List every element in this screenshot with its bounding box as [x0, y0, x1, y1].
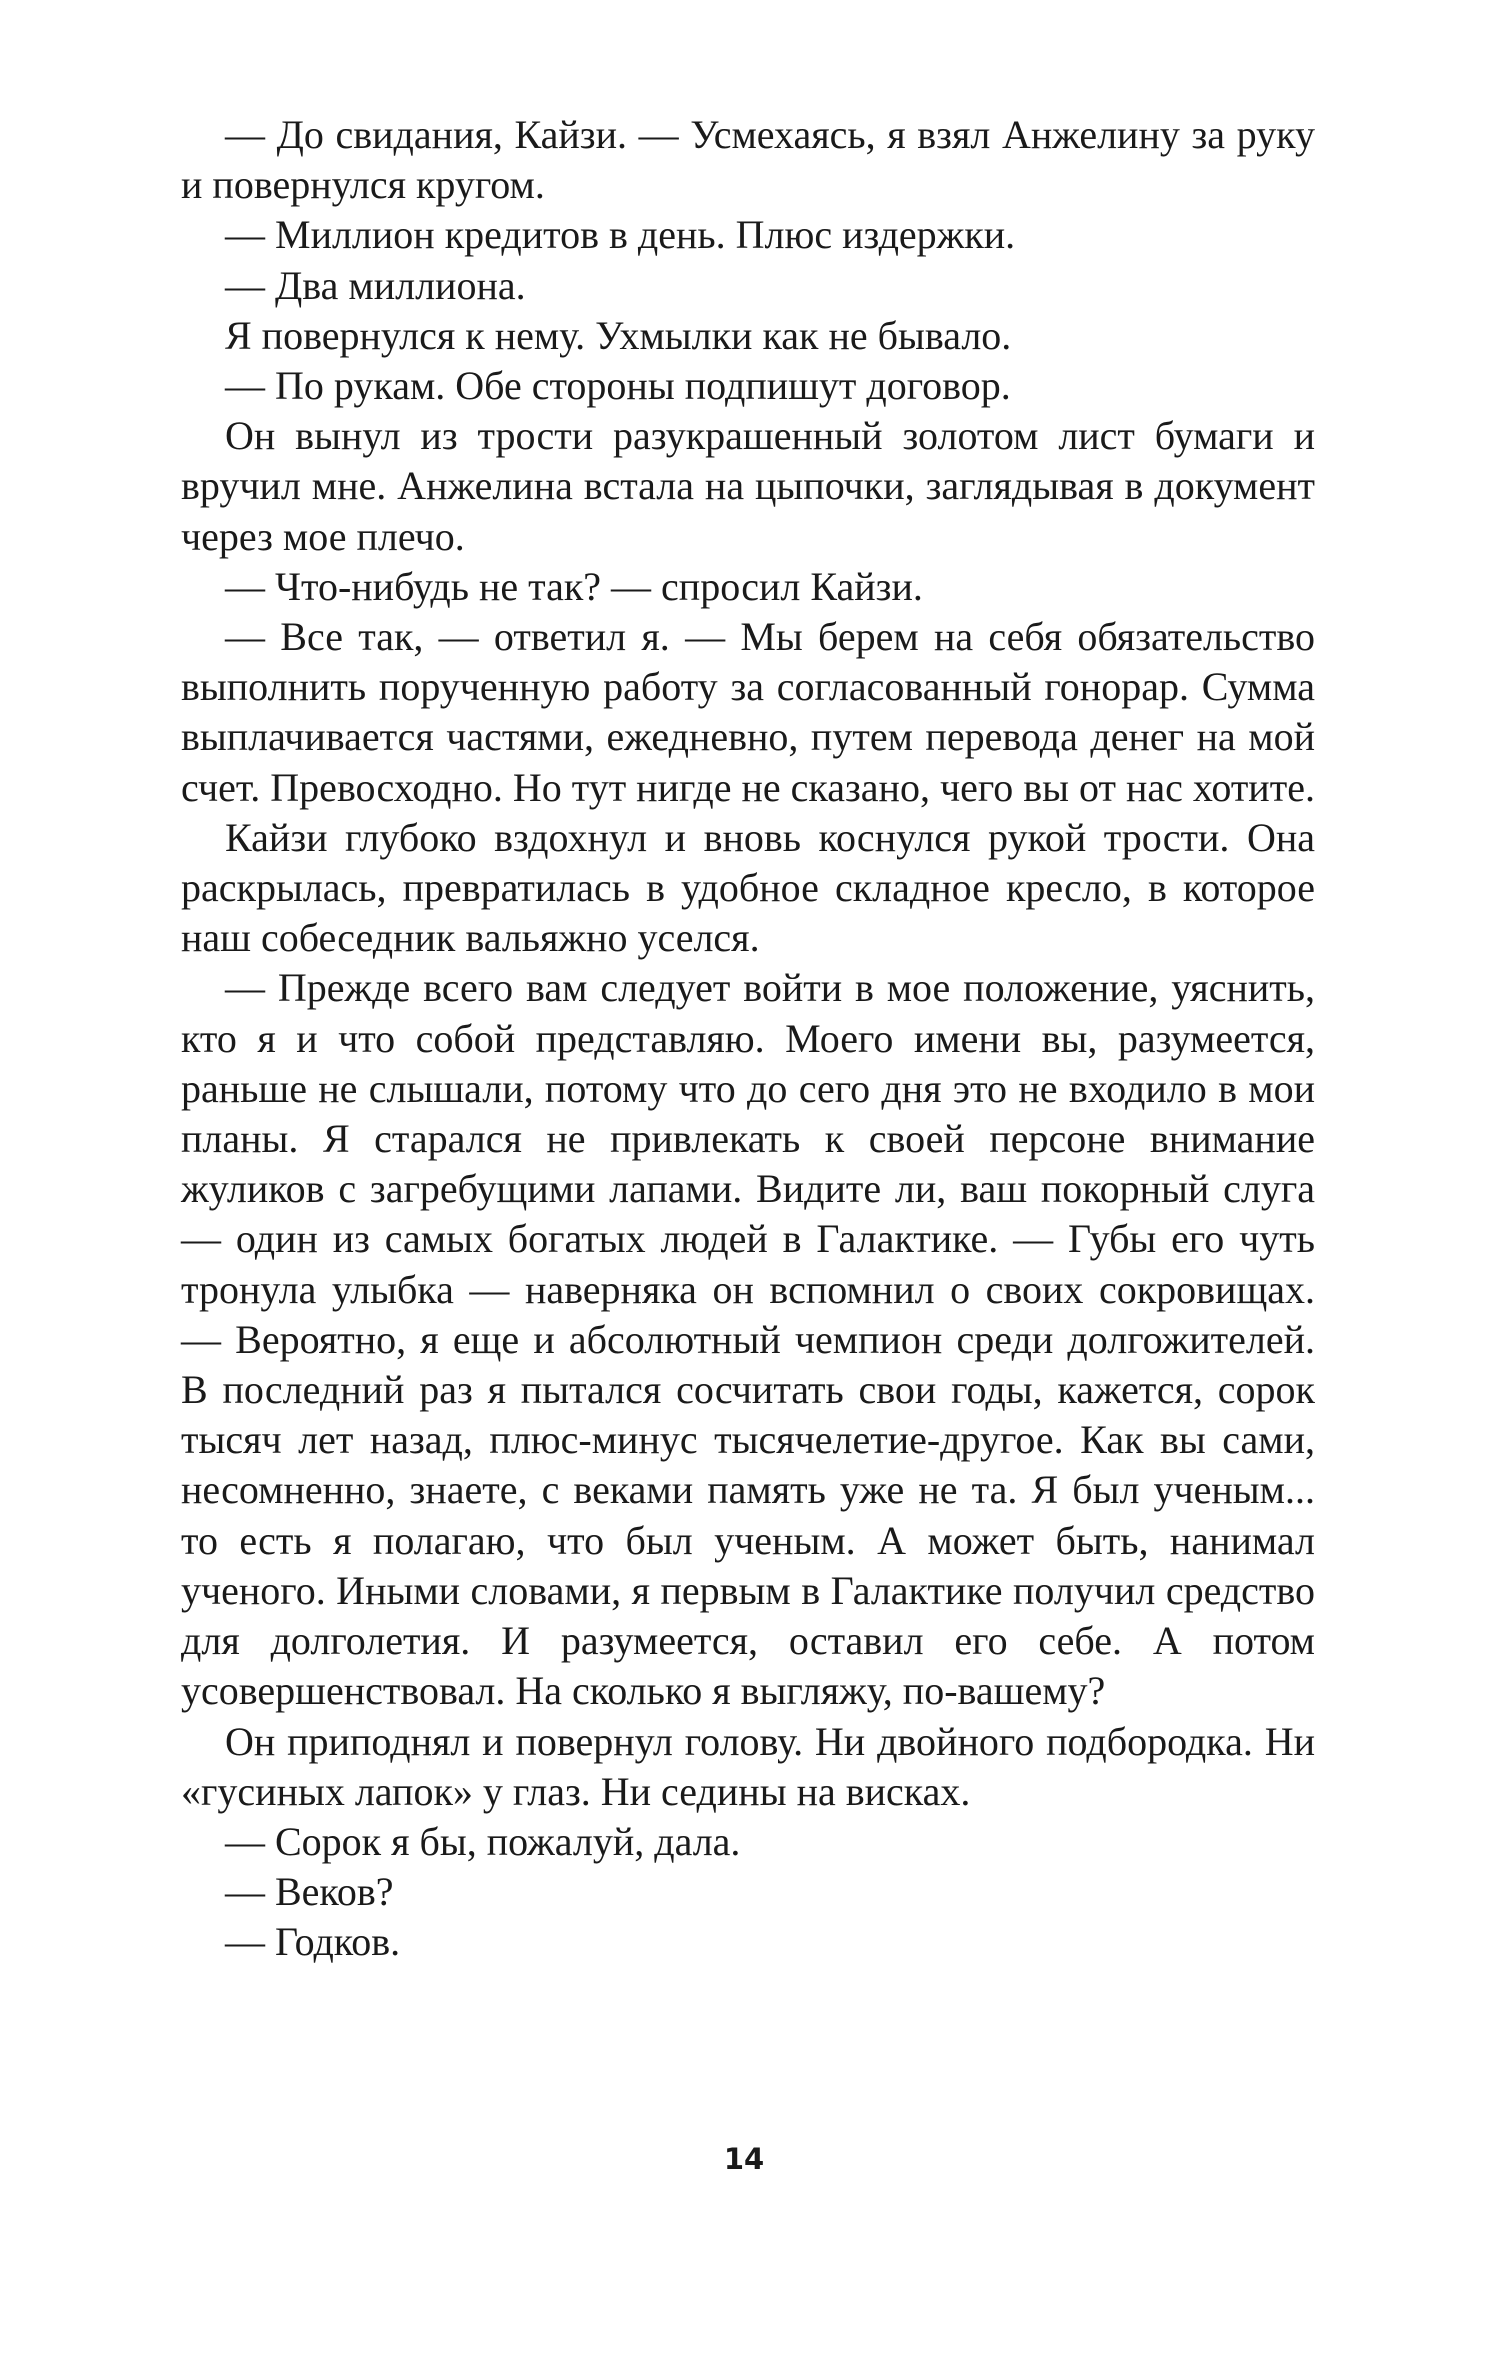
paragraph: — Сорок я бы, пожалуй, дала. [225, 1818, 741, 1864]
paragraph: — До свидания, Кайзи. — Усмехаясь, я взял Анжелину за руку и повернулся кругом. [181, 112, 1315, 208]
paragraph: Он приподнял и повернул голову. Ни двойного подбородка. Ни «гусиных лапок» у глаз. Ни седины на висках. [181, 1718, 1315, 1814]
body-text [181, 110, 1315, 1968]
paragraph: Он вынул из трости разукрашенный золотом лист бумаги и вручил мне. Анжелина встала на цыпочки, заглядывая в документ через мое плечо. [181, 413, 1315, 559]
paragraph: — Годков. [225, 1919, 401, 1965]
paragraph: — Миллион кредитов в день. Плюс издержки. [225, 212, 1016, 258]
paragraph: — Все так, — ответил я. — Мы берем на себя обязательство выполнить порученную работу за согласованный гонорар. Сумма выплачивается частями, ежедневно, путем перевода денег на мой счет. Превосходно. Но тут нигде не сказано, чего вы от нас хотите. [181, 614, 1315, 810]
paragraph: Кайзи глубоко вздохнул и вновь коснулся рукой трости. Она раскрылась, превратилась в удобное складное кресло, в которое наш собеседник вальяжно уселся. [181, 814, 1315, 961]
paragraph: — По рукам. Обе стороны подпишут договор. [225, 363, 1011, 409]
page-number: 14 [723, 2142, 765, 2176]
paragraph: Я повернулся к нему. Ухмылки как не бывало. [225, 312, 1012, 358]
paragraph: — Прежде всего вам следует войти в мое положение, уяснить, кто я и что собой представляю. Моего имени вы, разумеется, раньше не слышали, потому что до сего дня это не входило в мои планы. Я старался не привлекать к своей персоне внимание жуликов с загребущими лапами. Видите ли, ваш покорный слуга — один из самых богатых людей в Галактике. — Губы его чуть тронула улыбка — наверняка он вспомнил о своих сокровищах. — Вероятно, я еще и абсолютный чемпион среди долгожителей. В последний раз я пытался сосчитать свои годы, кажется, сорок тысяч лет назад, плюс-минус тысячелетие-другое. Как вы сами, несомненно, знаете, с веками память уже не та. Я был ученым... то есть я полагаю, что был ученым. А может быть, нанимал ученого. Иными словами, я первым в Галактике получил средство для долголетия. И разумеется, оставил его себе. А потом усовершенствовал. На сколько я выгляжу, по-вашему? [181, 965, 1315, 1714]
paragraph: — Что-нибудь не так? — спросил Кайзи. [225, 563, 923, 609]
paragraph: — Веков? [225, 1869, 394, 1915]
paragraph: — Два миллиона. [225, 262, 526, 308]
